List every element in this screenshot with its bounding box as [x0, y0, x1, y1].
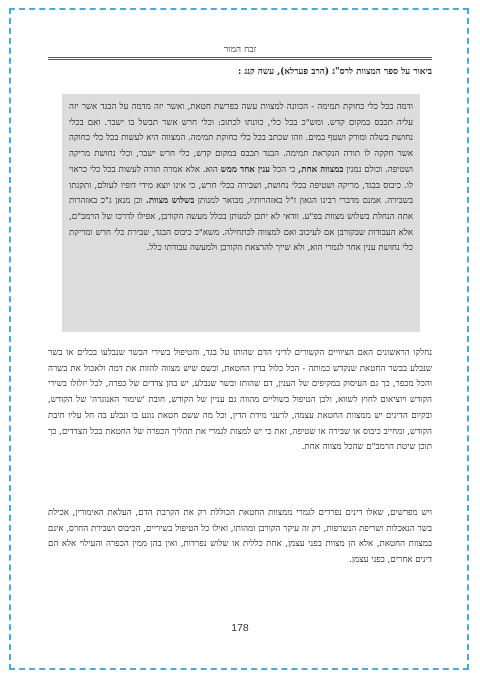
commentary-text: כי הכל: [270, 164, 299, 175]
boxed-commentary: [62, 94, 420, 332]
emphasis-text: ענין אחד ממש: [220, 164, 271, 175]
commentary-text: הוא. אלא אמרה תורה לעשות בכל כלי כראוי לו. כיבוס בבגד, מריקה ושטיפה בכלי נחושת, ושבירה בכלי חרש, כי אינו יוצא מידי דופיו לעולם, ותקנתו בשבירה. אמנם מדברי רבינו הגאון ז"ל באזהרותיו, מבואר למנותן: [69, 164, 414, 207]
header-rule-secondary: [48, 59, 432, 60]
body-paragraph: נחלקו הראשונים האם הציוויים הקשורים לדיני הדם שהותז על בגד, והטיפול בשירי הבשר שנבלעו בכלים או בשר שנבלע בבשר החטאת שנקדש כמותה - הכל כלול בדין החטאת, וכשם שיש מצווה להזות את דמה ולאכול את בשרה והכל מכפר, כך גם העיסוק במקיפים של הענין, דם שהותז ובשר שנבלע, יש בהן צדדים של כפרה, לכל יזלזלו בשירי הקודש ויוציאום לחוץ לשווא, ולכן הטיפול בשוליים מהווה גם עניין של הקודש, חובת 'שימור האנוגרה' של הקודש, ובקיום הדינים יש ממצוות החטאת עצמה, לרעני מידת הדין, וכל מה ששם חטאת נוגע בו ונבלע בה חל עליו חיבת הקודש, ומחייב כיבוס או שבירה או שטיפה, זאת כי יש למצות לגמרי את תהליך הכפרה של החטאת בכל הצדדים, כך תוכן שיטת הרמב"ם שהכל מצווה אחת.: [48, 348, 432, 453]
running-header: זבח המור: [223, 45, 257, 55]
emphasis-text: בשלוש מצוות.: [145, 196, 195, 207]
header-rule: [48, 57, 432, 58]
commentary-text: ודמה בכל כלי כחוקת תמימה - הכוונה למצוות עשה בפרשת חטאת, ואשר יזה מדמה על הבגד אשר יזה עליה תכבס במקום קדש. ומש"כ בכל כלי, כוונתו לכתוב: וכלי חרש אשר תבשל בו ישבר. ואם בכלי נחושת בשלה ומורק ושטף במים. וזהו שכתב בכל כלי כחוקת תמימה. המצווה היא לעשות בכל כלי כחוקה אשר חקקה לו תורה הנקראת תמימה. הבגד תכבס במקום קדש, כלי חרש ישבר, וכלי נחושת מריקה ושטיפה. וכולם נמנין: [69, 102, 413, 175]
page-number: 178: [231, 622, 249, 634]
emphasis-text: במצווה אחת,: [298, 164, 344, 175]
commentary-text: וכן מנאן ג"כ באזהרות אתה הנחלת בשלוש מצוות בפ"ע. וודאי לא יתכן למנותן בכלל מעשה הקורבן, אפילו לדרכו של הרמב"ם, אלא העבודות שבקורבן אם לעיכוב ואם למצווה לכתחילה. משא"כ כיבוס הבגד, שבירת כלי חרש ומריקת כלי נחושת ענין אחר לגמרי הוא, ולא שייך להרצאת הקורבן ולמעשה עבודתו כלל.: [69, 196, 413, 254]
section-heading: ביאור על ספר המצוות לרס"ג (הרב פערלא), עשה קנג :: [237, 67, 432, 77]
body-paragraph: ויש מפרשים, שאלו דינים נפרדים לגמרי ממצוות החטאת הכוללת רק את הקרבת הדם, העלאת האימורין, אכילת בשר הנאכלות ושריפת הנשרפות, רק זה עיקר הקורבן ומהותו, ואילו כל הטיפול בשיריים, הכיבוס ושבירת החרס, אינם במצוות החטאת, אלא הן מצוות בפני עצמן, אחת כללית או שלוש נפרדות, ואין בהן ממין הכפרה והעילוי אלא הם דינים אחרים, בפני עצמן.: [48, 508, 432, 566]
